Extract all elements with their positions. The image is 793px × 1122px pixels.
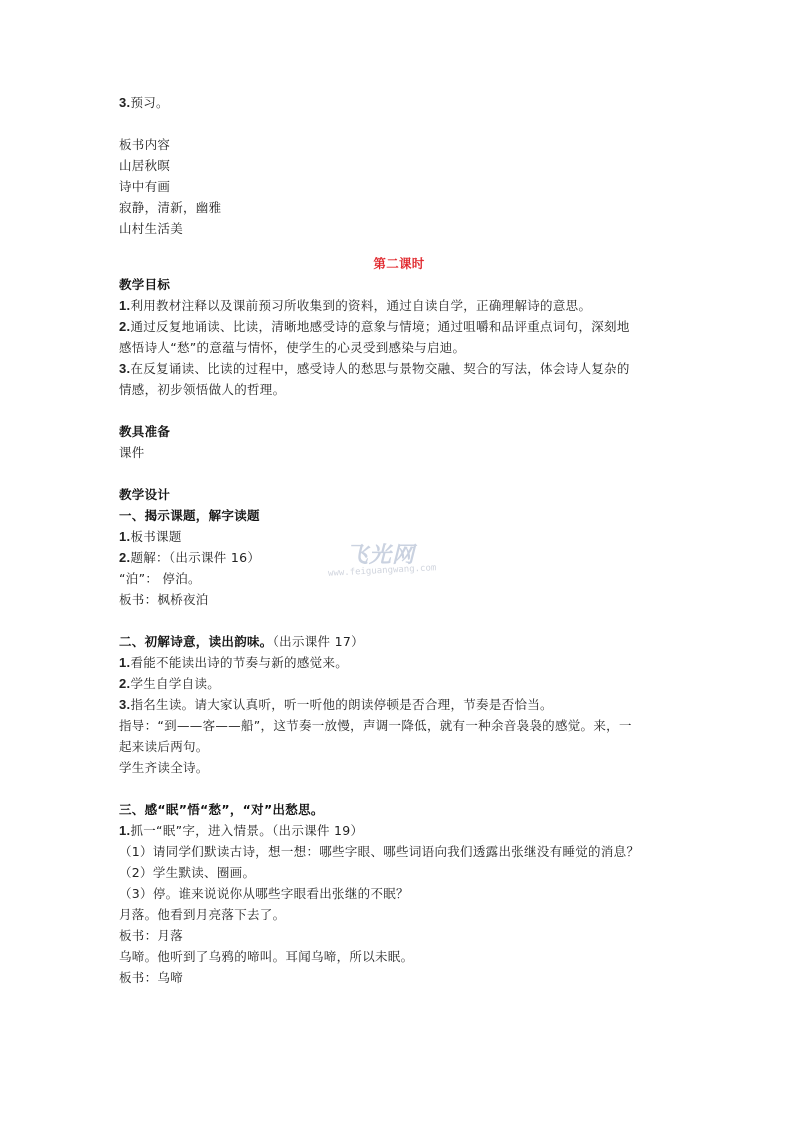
- section-3-title: 三、感“眠”悟“愁”，“对”出愁思。: [119, 802, 324, 817]
- board-item: 山村生活美: [119, 221, 184, 236]
- section-3-line: （3）停。谁来说说你从哪些字眼看出张继的不眠？: [119, 886, 409, 901]
- goal-2-cont: 感悟诗人“愁”的意蕴与情怀，使学生的心灵受到感染与启迪。: [119, 340, 466, 355]
- board-item: 诗中有画: [119, 179, 171, 194]
- lesson-title: 第二课时: [373, 256, 425, 271]
- spacer: [119, 239, 679, 253]
- goal-3: 3.在反复诵读、比读的过程中，感受诗人的愁思与景物交融、契合的写法，体会诗人复杂的: [119, 361, 630, 376]
- spacer: [119, 400, 679, 421]
- prep-heading: 教具准备: [119, 424, 171, 439]
- section-1-line: “泊”： 停泊。: [119, 571, 201, 586]
- section-2-line: 1.看能不能读出诗的节奏与新的感觉来。: [119, 655, 349, 670]
- section-3-line: 月落。他看到月亮落下去了。: [119, 907, 286, 922]
- board-item: 山居秋暝: [119, 158, 171, 173]
- section-3-line: 1.抓一“眠”字，进入情景。（出示课件 19）: [119, 823, 364, 838]
- spacer: [119, 463, 679, 484]
- section-3-line: （1）请同学们默读古诗，想一想：哪些字眼、哪些词语向我们透露出张继没有睡觉的消息？: [119, 844, 640, 859]
- watermark-url: www.feiguangwang.com: [327, 563, 437, 579]
- spacer: [119, 610, 679, 631]
- section-1-line: 板书：枫桥夜泊: [119, 592, 209, 607]
- board-heading: 板书内容: [119, 137, 171, 152]
- goal-3-cont: 情感，初步领悟做人的哲理。: [119, 382, 286, 397]
- section-2-line: 3.指名生读。请大家认真听，听一听他的朗读停顿是否合理，节奏是否恰当。: [119, 697, 553, 712]
- section-1-line: 1.板书课题: [119, 529, 182, 544]
- watermark-logo: [322, 538, 462, 586]
- section-2-line: 2.学生自学自读。: [119, 676, 221, 691]
- section-3-line: 板书：月落: [119, 928, 184, 943]
- design-heading: 教学设计: [119, 487, 171, 502]
- goal-1: 1.利用教材注释以及课前预习所收集到的资料，通过自读自学，正确理解诗的意思。: [119, 298, 592, 313]
- prep-item-3: 3.预习。: [119, 95, 169, 110]
- section-3-line: （2）学生默读、圈画。: [119, 865, 256, 880]
- section-2-line: 起来读后两句。: [119, 739, 209, 754]
- section-3-line: 乌啼。他听到了乌鸦的啼叫。耳闻乌啼，所以未眠。: [119, 949, 414, 964]
- goal-2: 2.通过反复地诵读、比读，清晰地感受诗的意象与情境；通过咀嚼和品评重点词句，深刻地: [119, 319, 630, 334]
- watermark-title: 飞光网: [346, 543, 416, 568]
- section-2-line: 指导：“到——客——船”，这节奏一放慢，声调一降低，就有一种余音袅袅的感觉。来，一: [119, 718, 632, 733]
- goals-heading: 教学目标: [119, 277, 171, 292]
- section-2-line: 学生齐读全诗。: [119, 760, 209, 775]
- section-1-title: 一、揭示课题，解字读题: [119, 508, 260, 523]
- section-2-title: 二、初解诗意，读出韵味。（出示课件 17）: [119, 634, 364, 649]
- section-1-line: 2.题解：（出示课件 16）: [119, 550, 261, 565]
- spacer: [119, 113, 679, 134]
- prep-text: 课件: [119, 445, 145, 460]
- spacer: [119, 778, 679, 799]
- section-3-line: 板书：乌啼: [119, 970, 184, 985]
- board-item: 寂静，清新，幽雅: [119, 200, 222, 215]
